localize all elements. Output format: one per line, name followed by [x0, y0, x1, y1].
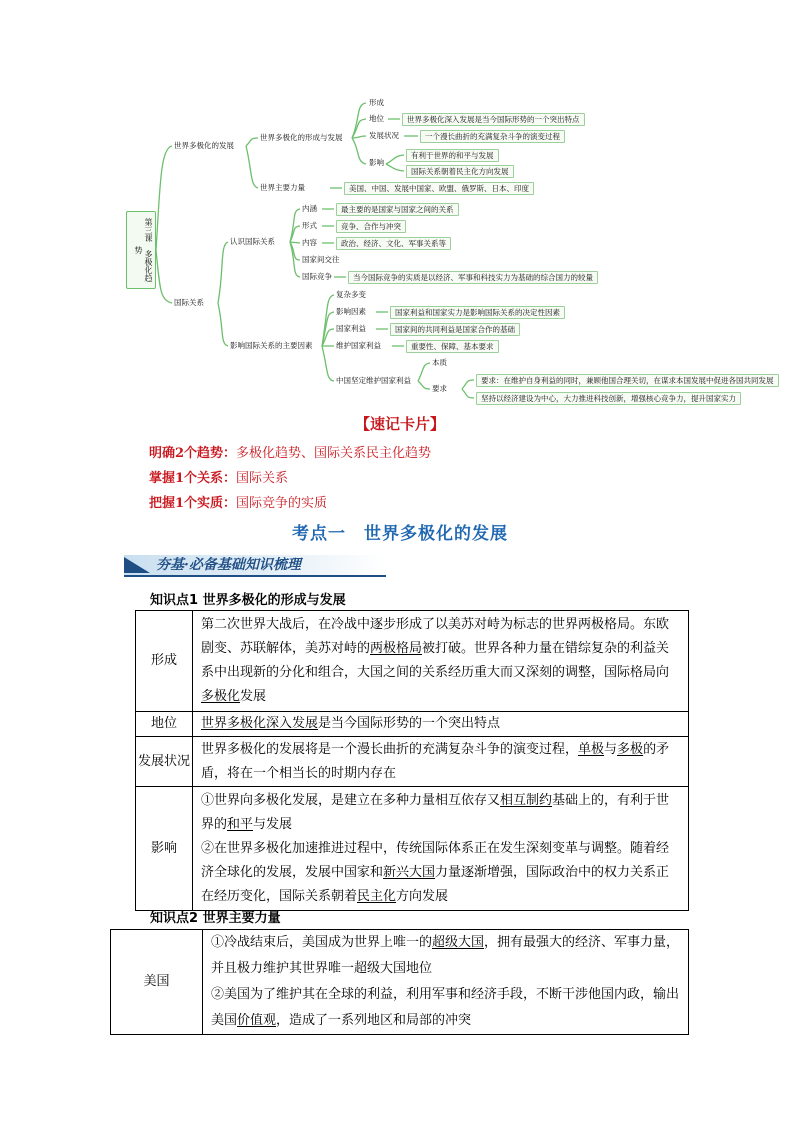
mm-item-liyi: 国家利益 [336, 324, 366, 333]
underlined-term: 世界多极化深入发展 [201, 716, 319, 731]
kp1-title: 知识点1 世界多极化的形成与发展 [150, 593, 346, 608]
card-value: 多极化趋势、国际关系民主化趋势 [236, 446, 432, 461]
mm-influence-1: 有利于世界的和平与发展 [406, 149, 499, 162]
card-line-relation [149, 467, 288, 486]
text: 第二次世界大战后，在冷战中逐步形成了以美苏对峙为标志的世界两极格局。东欧剧变、苏联解体，美苏对峙的 [201, 617, 670, 656]
mm-branch-multipolar: 世界多极化的发展 [174, 141, 234, 150]
text: ②美国为了维护其在全球的利益，利用军事和经济手段，不断干涉他国内政，输出美国 [211, 987, 680, 1028]
row-body [193, 737, 689, 787]
mind-map [0, 0, 800, 412]
text: 是当今国际形势的一个突出特点 [318, 716, 501, 731]
mm-req-2: 坚持以经济建设为中心，大力推进科技创新，增强核心竞争力，提升国家实力 [476, 392, 741, 405]
mm-item-benzhi: 本质 [432, 358, 447, 367]
text: 被打破。世界各种力量在错综复杂的利益关系中出现新的分化和组合，大国之间的关系经历重大而又深刻的调整，国际格局向 [201, 641, 670, 680]
section-banner [124, 553, 386, 577]
mm-formation-dev: 世界多极化的形成与发展 [260, 133, 343, 142]
mm-item-progress: 发展状况 [369, 131, 399, 140]
text: 基础上的，有利于世界的 [201, 792, 670, 832]
mm-powers: 世界主要力量 [260, 183, 305, 192]
mm-item-china: 中国坚定维护国家利益 [336, 376, 411, 385]
card-value: 国际竞争的实质 [236, 496, 328, 511]
paragraph [201, 789, 680, 837]
text: ，拥有最强大的经济、军事力量，并且极力维护其世界唯一超级大国地位 [211, 935, 680, 976]
table-row [136, 787, 689, 911]
card-key: 掌握1个关系： [149, 471, 237, 486]
underlined-term: 民主化 [357, 888, 397, 904]
section-title: 考点一 世界多极化的发展 [292, 524, 508, 544]
mm-item-weihu: 维护国家利益 [336, 341, 381, 350]
mm-item-fuza: 复杂多变 [336, 290, 366, 299]
mm-neirong-text: 政治、经济、文化、军事关系等 [336, 237, 451, 250]
kp2-table [110, 929, 689, 1035]
underlined-term: 新兴大国 [383, 864, 436, 880]
mm-item-neirong: 内容 [302, 238, 317, 247]
mm-progress-text: 一个漫长曲折的充满复杂斗争的演变过程 [420, 130, 565, 143]
text: 世界多极化的发展将是一个漫长曲折的充满复杂斗争的演变过程， [201, 741, 579, 757]
mm-factors: 影响国际关系的主要因素 [230, 341, 313, 350]
table-row [111, 930, 689, 1035]
table-row [136, 611, 689, 712]
table-row [136, 712, 689, 737]
underlined-term: 价值观 [237, 1013, 277, 1028]
banner-text: 夯基·必备基础知识梳理 [156, 557, 301, 573]
mm-item-yingxiang: 影响因素 [336, 307, 366, 316]
mm-jingzheng-text: 当今国际竞争的实质是以经济、军事和科技实力为基础的综合国力的较量 [348, 271, 598, 284]
text: 的矛盾，将在一个相当长的时期内存在 [201, 741, 670, 781]
mm-know-relations: 认识国际关系 [230, 237, 275, 246]
paragraph [211, 982, 680, 1034]
row-body [203, 930, 689, 1035]
mm-item-influence: 影响 [369, 158, 384, 167]
table-row [136, 737, 689, 787]
mm-neihan-text: 最主要的是国家与国家之间的关系 [336, 203, 459, 216]
row-head: 形成 [136, 611, 193, 712]
row-head: 美国 [111, 930, 203, 1035]
mm-item-xingshi: 形式 [302, 221, 317, 230]
row-head: 地位 [136, 712, 193, 737]
underlined-term: 两极格局 [370, 641, 423, 656]
text: 力量逐渐增强，国际政治中的权力关系正在经历变化，国际关系朝着 [201, 864, 670, 904]
kp2-title: 知识点2 世界主要力量 [150, 911, 281, 926]
text: ②在世界多极化加速推进过程中，传统国际体系正在发生深刻变革与调整。随着经济全球化的发展，发展中国家和 [201, 840, 670, 880]
mm-weihu-text: 重要性、保障、基本要求 [406, 340, 499, 353]
mm-influence-2: 国际关系朝着民主化方向发展 [406, 165, 514, 178]
kp1-table [135, 610, 689, 911]
card-value: 国际关系 [236, 471, 289, 486]
text: ，造成了一系列地区和局部的冲突 [276, 1013, 472, 1028]
mm-item-jiaowang: 国家间交往 [302, 255, 340, 264]
underlined-term: 多极化 [201, 689, 241, 704]
mm-item-formation: 形成 [369, 98, 384, 107]
text: 与 [604, 741, 618, 757]
banner-triangle-icon [124, 557, 150, 573]
row-body [193, 787, 689, 911]
underlined-term: 单极 [578, 741, 605, 757]
row-body [193, 611, 689, 712]
mm-item-status: 地位 [369, 114, 384, 123]
paragraph [211, 930, 680, 982]
banner-underline [124, 575, 386, 577]
card-title: 【速记卡片】 [354, 415, 445, 433]
text: 方向发展 [396, 888, 449, 904]
mm-yingxiang-text: 国家利益和国家实力是影响国际关系的决定性因素 [390, 306, 565, 319]
mm-item-neihan: 内涵 [302, 204, 317, 213]
mm-xingshi-text: 竞争、合作与冲突 [336, 220, 406, 233]
underlined-term: 多极 [617, 741, 644, 757]
text: ①世界向多极化发展，是建立在多种力量相互依存又 [201, 792, 501, 808]
underlined-term: 超级大国 [432, 935, 485, 950]
row-body [193, 712, 689, 737]
card-line-trend [149, 442, 431, 461]
row-head: 发展状况 [136, 737, 193, 787]
mm-branch-relations: 国际关系 [174, 298, 204, 307]
text: ①冷战结束后，美国成为世界上唯一的 [211, 935, 433, 950]
text: 与发展 [253, 816, 293, 832]
underlined-term: 相互制约 [500, 792, 553, 808]
text: 发展 [240, 689, 267, 704]
mind-map-root: 第三课 多极化趋势 [126, 211, 156, 289]
paragraph [201, 837, 680, 909]
mm-status-text: 世界多极化深入发展是当今国际形势的一个突出特点 [402, 113, 585, 126]
underlined-term: 和平 [227, 816, 254, 832]
card-key: 把握1个实质： [149, 496, 237, 511]
mm-req-1: 要求：在维护自身利益的同时，兼顾他国合理关切，在谋求本国发展中促进各国共同发展 [476, 374, 779, 387]
mm-liyi-text: 国家间的共同利益是国家合作的基础 [390, 323, 520, 336]
row-head: 影响 [136, 787, 193, 911]
mm-powers-text: 美国、中国、发展中国家、欧盟、俄罗斯、日本、印度 [344, 182, 534, 195]
card-key: 明确2个趋势： [149, 446, 237, 461]
card-line-essence [149, 492, 327, 511]
mm-item-jingzheng: 国际竞争 [302, 272, 332, 281]
mm-item-yaoqiu: 要求 [432, 384, 447, 393]
